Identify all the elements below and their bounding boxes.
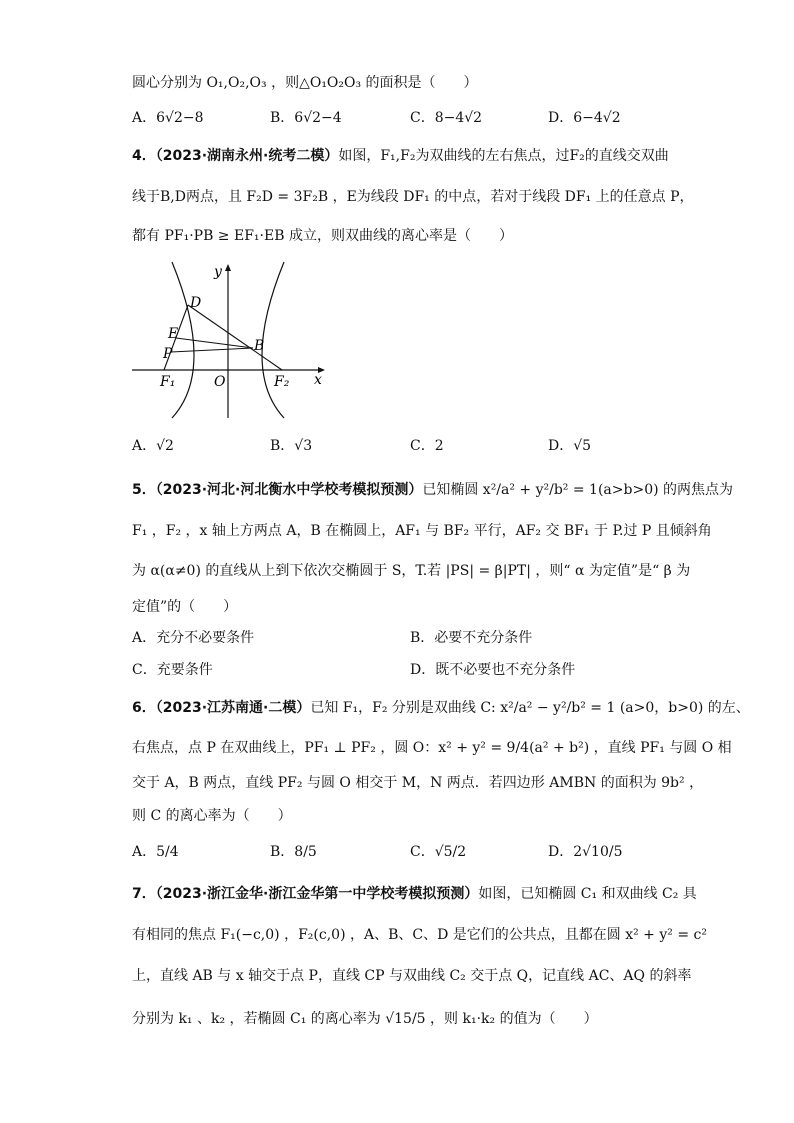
q3-option-a: A．6√2−8	[132, 110, 204, 126]
label-E: E	[168, 326, 179, 342]
q5-option-c: C．充要条件	[132, 662, 213, 678]
q6-line2: 右焦点，点 P 在双曲线上，PF₁ ⊥ PF₂ ，圆 O：x² + y² = 9/4(a² + b²) ，直线 PF₁ 与圆 O 相	[132, 740, 732, 756]
hyperbola-figure	[130, 260, 330, 420]
q7-line2: 有相同的焦点 F₁(−c,0) ，F₂(c,0) ，A、B、C、D 是它们的公共点，且都在圆 x² + y² = c²	[132, 927, 707, 943]
q7-line3: 上，直线 AB 与 x 轴交于点 P，直线 CP 与双曲线 C₂ 交于点 Q，记直线 AC、AQ 的斜率	[132, 968, 692, 984]
q4-option-b: B．√3	[270, 438, 313, 454]
label-F2: F₂	[274, 374, 290, 390]
segment-PB	[171, 348, 253, 352]
q5-line4: 定值”的（ ）	[132, 599, 238, 615]
q5-option-d: D．既不必要也不充分条件	[410, 662, 576, 678]
q5-line3: 为 α(α≠0) 的直线从上到下依次交椭圆于 S，T.若 |PS| = β|PT| ，则“ α 为定值”是“ β 为	[132, 563, 691, 579]
hyperbola-right-branch	[262, 262, 284, 418]
q7-line4: 分别为 k₁ 、k₂ ，若椭圆 C₁ 的离心率为 √15/5 ，则 k₁·k₂ 的值为（ ）	[132, 1011, 598, 1027]
q7-text-1: 如图，已知椭圆 C₁ 和双曲线 C₂ 具	[478, 886, 697, 902]
q7-line1	[132, 884, 697, 904]
q4-option-d: D．√5	[548, 438, 592, 454]
label-D: D	[190, 295, 202, 311]
y-axis-arrow	[225, 264, 231, 271]
q6-text-1: 已知 F₁，F₂ 分别是双曲线 C: x²/a² − y²/b² = 1 (a>0，b>0) 的左、	[310, 700, 750, 716]
label-P: P	[163, 346, 173, 362]
q3-option-b: B．6√2−4	[270, 110, 342, 126]
label-F1: F₁	[160, 374, 176, 390]
q3-option-c: C．8−4√2	[410, 110, 483, 126]
q6-option-d: D．2√10/5	[548, 844, 623, 860]
segment-DF2	[188, 305, 282, 370]
q5-option-a: A．充分不必要条件	[132, 630, 255, 646]
label-x: x	[314, 372, 322, 388]
q4-text-1: 如图，F₁,F₂为双曲线的左右焦点，过F₂的直线交双曲	[338, 148, 669, 164]
q4-line2: 线于B,D两点，且 F₂D = 3F₂B ，E为线段 DF₁ 的中点，若对于线段 DF₁ 上的任意点 P，	[132, 189, 694, 205]
q6-line3: 交于 A，B 两点，直线 PF₂ 与圆 O 相交于 M，N 两点．若四边形 AMBN 的面积为 9b² ，	[132, 775, 704, 791]
q6-option-a: A．5/4	[132, 844, 179, 860]
label-O: O	[214, 374, 226, 390]
q4-header: 4．（2023·湖南永州·统考二模）	[132, 148, 339, 164]
q3-option-d: D．6−4√2	[548, 110, 621, 126]
q5-header: 5．（2023·河北·河北衡水中学校考模拟预测）	[132, 482, 423, 498]
q4-option-a: A．√2	[132, 438, 174, 454]
q5-line1	[132, 480, 733, 500]
q6-option-b: B．8/5	[270, 844, 317, 860]
segment-EB	[176, 338, 253, 348]
q6-line1	[132, 698, 750, 718]
q6-header: 6．（2023·江苏南通·二模）	[132, 700, 311, 716]
label-B: B	[254, 338, 265, 354]
q4-line1	[132, 146, 669, 166]
q3-text: 圆心分别为 O₁,O₂,O₃ ，则△O₁O₂O₃ 的面积是（ ）	[132, 75, 478, 91]
q6-option-c: C．√5/2	[410, 844, 467, 860]
q4-option-c: C．2	[410, 438, 444, 454]
q5-text-1: 已知椭圆 x²/a² + y²/b² = 1(a>b>0) 的两焦点为	[422, 482, 734, 498]
q6-line4: 则 C 的离心率为（ ）	[132, 808, 292, 824]
label-y: y	[214, 264, 222, 280]
q4-line3: 都有 PF₁·PB ≥ EF₁·EB 成立，则双曲线的离心率是（ ）	[132, 228, 513, 244]
q5-option-b: B．必要不充分条件	[410, 630, 533, 646]
q5-line2: F₁ ，F₂ ，x 轴上方两点 A，B 在椭圆上，AF₁ 与 BF₂ 平行，AF₂ 交 BF₁ 于 P.过 P 且倾斜角	[132, 523, 712, 539]
q7-header: 7．（2023·浙江金华·浙江金华第一中学校考模拟预测）	[132, 886, 479, 902]
